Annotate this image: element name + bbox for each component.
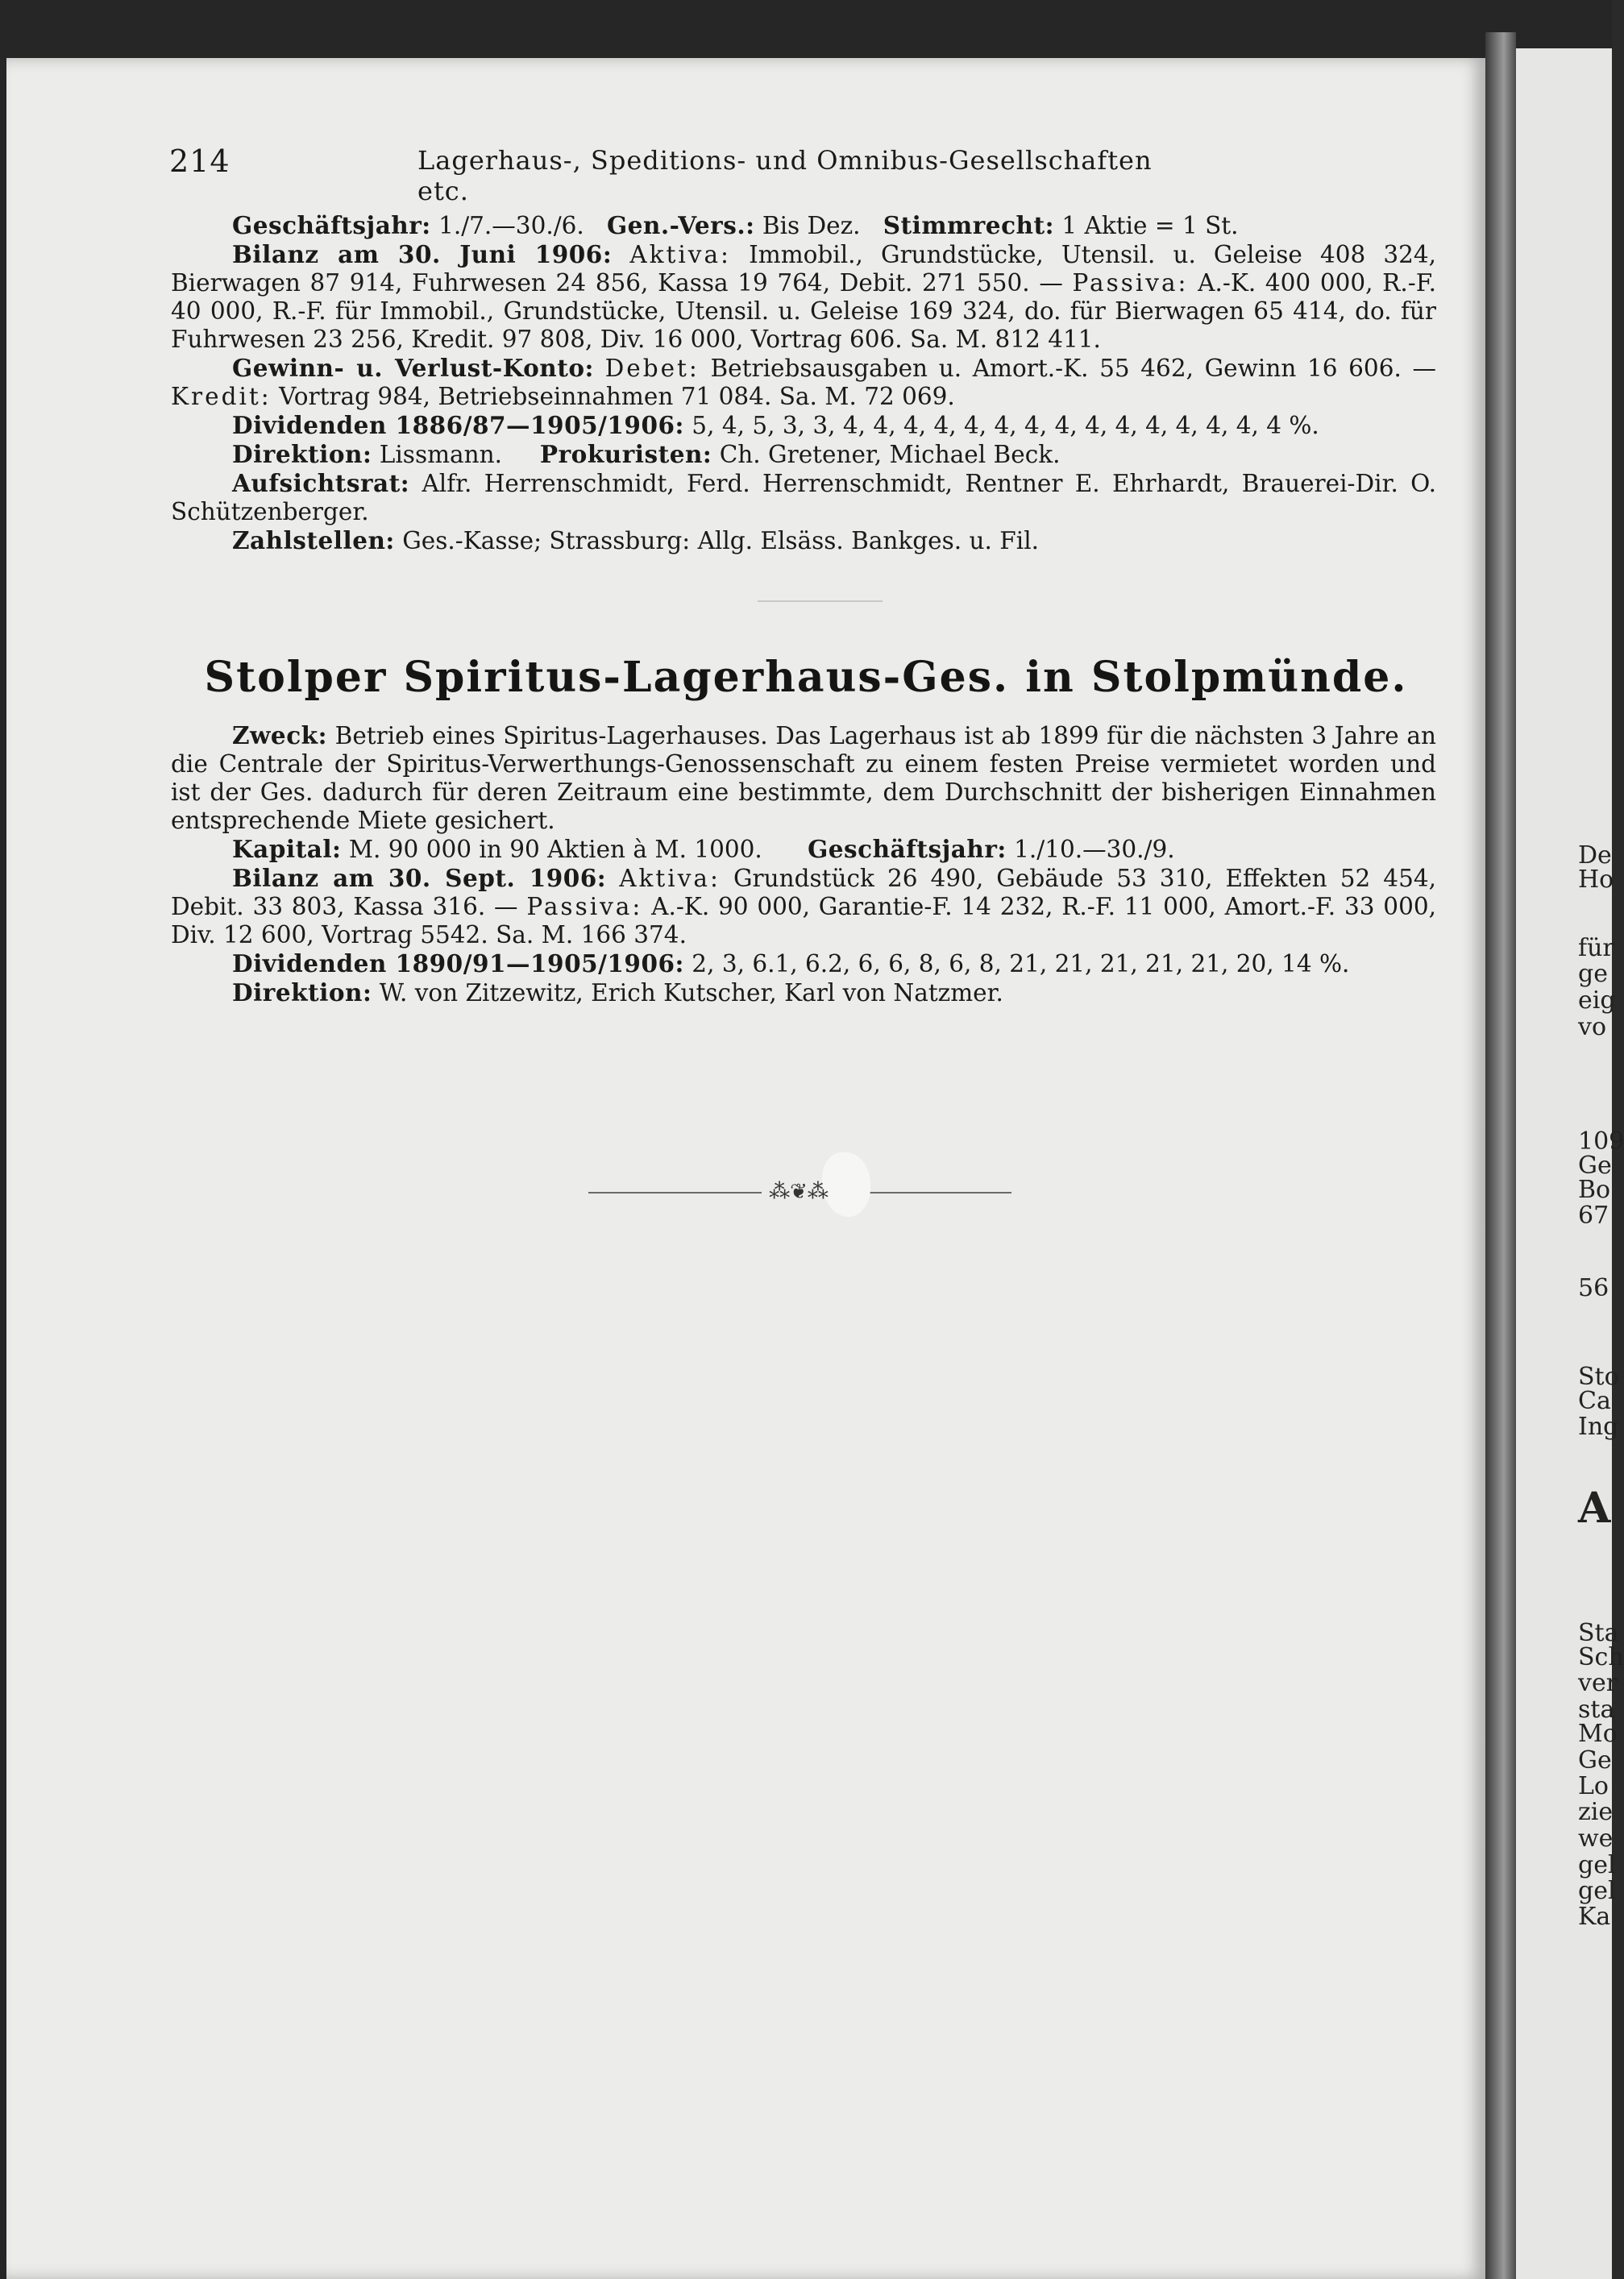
entry-2-bilanz (171, 864, 1436, 949)
ornament-line-left (588, 1192, 762, 1193)
value: 5, 4, 5, 3, 3, 4, 4, 4, 4, 4, 4, 4, 4, 4, 4, 4, 4, 4, 4, 4 %. (692, 412, 1319, 439)
facing-page-fragment: gel (1578, 1877, 1616, 1905)
label: Debet: (604, 355, 700, 382)
facing-page-fragment: we (1578, 1824, 1614, 1853)
entry-2 (171, 721, 1436, 1007)
entry-2-direktion (171, 978, 1436, 1007)
label: Aktiva: (619, 865, 721, 892)
page-header (161, 143, 1209, 206)
value: 1 Aktie = 1 St. (1061, 212, 1239, 239)
facing-page-fragment: eig (1578, 986, 1616, 1015)
value: Betrieb eines Spiritus-Lagerhauses. Das Lagerhaus ist ab 1899 für die nächsten 3 Jahre an die Centrale der Spiritus-Verwerthungs-Genossenschaft zu einem festen Preise vermietet worden und ist der Ges. dadurch für deren Zeitraum eine bestimmte, dem Durchschnitt der bisherigen Einnahmen entsprechende Miete gesichert. (171, 722, 1436, 834)
label: Bilanz am 30. Juni 1906: (232, 240, 613, 268)
value: Vortrag 984, Betriebseinnahmen 71 084. Sa. M. 72 069. (279, 383, 955, 410)
facing-page-fragment: Bo (1578, 1176, 1611, 1204)
value: A.-K. 90 000, Garantie-F. 14 232, R.-F. 11 000, Amort.-F. 33 000, Div. 12 600, Vortrag 5542. Sa. M. 166 374. (171, 893, 1436, 949)
label: Dividenden 1886/87—1905/1906: (232, 411, 684, 439)
entry-2-kapital (171, 835, 1436, 864)
entry-2-title: Stolper Spiritus-Lagerhaus-Ges. in Stolpmünde. (204, 653, 1408, 702)
facing-page-fragment: Sta (1578, 1619, 1619, 1647)
facing-page-fragment: 109 (1578, 1127, 1624, 1156)
value: 1./10.—30./9. (1014, 836, 1175, 863)
label: Kapital: (232, 835, 342, 863)
facing-page-fragment: Ge (1578, 1152, 1612, 1180)
facing-page-fragment: Ho (1578, 866, 1614, 894)
running-title: Lagerhaus-, Speditions- und Omnibus-Gesellschaften etc. (417, 145, 1153, 206)
facing-page-fragment: zie (1578, 1798, 1614, 1826)
label: Gewinn- u. Verlust-Konto: (232, 354, 594, 382)
facing-page-fragment: vo (1578, 1013, 1607, 1041)
entry-1-dividenden (171, 411, 1436, 440)
value: M. 90 000 in 90 Aktien à M. 1000. (348, 836, 762, 863)
facing-page-fragment: A (1578, 1484, 1611, 1533)
label: Direktion: (232, 440, 372, 468)
facing-page-fragment: Ge (1578, 1746, 1612, 1775)
entry-1-aufsichtsrat (171, 469, 1436, 526)
facing-page-fragment: Sch (1578, 1643, 1624, 1671)
value: 1./7.—30./6. (438, 212, 584, 239)
value: Ges.-Kasse; Strassburg: Allg. Elsäss. Bankges. u. Fil. (402, 527, 1040, 554)
ornament-fleuron: ⁂❦⁂ (769, 1180, 829, 1204)
entry-1-guv (171, 354, 1436, 411)
value: Betriebsausgaben u. Amort.-K. 55 462, Gewinn 16 606. — (710, 355, 1436, 382)
label: Aktiva: (629, 241, 731, 268)
label: Passiva: (526, 893, 643, 920)
facing-page-fragment: 67 (1578, 1202, 1609, 1230)
label: Passiva: (1072, 269, 1189, 297)
value: 2, 3, 6.1, 6.2, 6, 6, 8, 6, 8, 21, 21, 21, 21, 21, 20, 14 %. (692, 950, 1350, 978)
label: Prokuristen: (539, 440, 712, 468)
entry-1-bilanz (171, 240, 1436, 354)
label: Geschäftsjahr: (808, 835, 1007, 863)
value: Grundstück 26 490, Gebäude 53 310, Effekten 52 454, Debit. 33 803, Kassa 316. — (171, 865, 1436, 920)
label: Direktion: (232, 978, 372, 1007)
section-divider (758, 600, 883, 602)
value: Ch. Gretener, Michael Beck. (719, 441, 1061, 468)
label: Dividenden 1890/91—1905/1906: (232, 949, 684, 978)
entry-1 (171, 211, 1436, 555)
value: Lissmann. (379, 441, 503, 468)
facing-page-fragment: gel (1578, 1851, 1616, 1879)
entry-1-geschaeftsjahr (171, 211, 1436, 240)
value: Immobil., Grundstücke, Utensil. u. Geleise 408 324, Bierwagen 87 914, Fuhrwesen 24 856, Kassa 19 764, Debit. 271 550. — (171, 241, 1436, 297)
page-number: 214 (169, 143, 231, 179)
label: Zahlstellen: (232, 526, 395, 554)
facing-page-fragment: Ka (1578, 1903, 1611, 1931)
facing-page-fragment: für (1578, 934, 1614, 962)
facing-page-fragment: Sto (1578, 1363, 1619, 1391)
label: Geschäftsjahr: (232, 211, 431, 239)
facing-page-fragment: De (1578, 841, 1612, 870)
facing-page-fragment: 56 (1578, 1274, 1609, 1302)
value: Bis Dez. (762, 212, 861, 239)
facing-page-fragment: Ing (1578, 1413, 1619, 1441)
entry-2-zweck (171, 721, 1436, 835)
value: Alfr. Herrenschmidt, Ferd. Herrenschmidt, Rentner E. Ehrhardt, Brauerei-Dir. O. Schützenberger. (171, 470, 1436, 525)
facing-page-fragment: Lo (1578, 1772, 1609, 1800)
facing-page-fragment: ver (1578, 1669, 1618, 1697)
label: Bilanz am 30. Sept. 1906: (232, 864, 607, 892)
facing-page-fragment: ge (1578, 960, 1608, 988)
label: Kredit: (171, 383, 272, 410)
entry-2-dividenden (171, 949, 1436, 978)
label: Zweck: (232, 721, 327, 749)
book-gutter (1485, 32, 1516, 2279)
label: Stimmrecht: (883, 211, 1055, 239)
facing-page-fragment: Mo (1578, 1720, 1618, 1748)
label: Gen.-Vers.: (606, 211, 755, 239)
facing-page-fragment: sta (1578, 1696, 1615, 1724)
facing-page-fragment: Ca (1578, 1387, 1611, 1415)
entry-1-zahlstellen (171, 526, 1436, 555)
label: Aufsichtsrat: (232, 469, 410, 497)
entry-1-direktion (171, 440, 1436, 469)
value: W. von Zitzewitz, Erich Kutscher, Karl von Natzmer. (379, 979, 1003, 1007)
value: A.-K. 400 000, R.-F. 40 000, R.-F. für Immobil., Grundstücke, Utensil. u. Geleise 169 324, do. für Bierwagen 65 414, do. für Fuhrwesen 23 256, Kredit. 97 808, Div. 16 000, Vortrag 606. Sa. M. 812 411. (171, 269, 1436, 353)
